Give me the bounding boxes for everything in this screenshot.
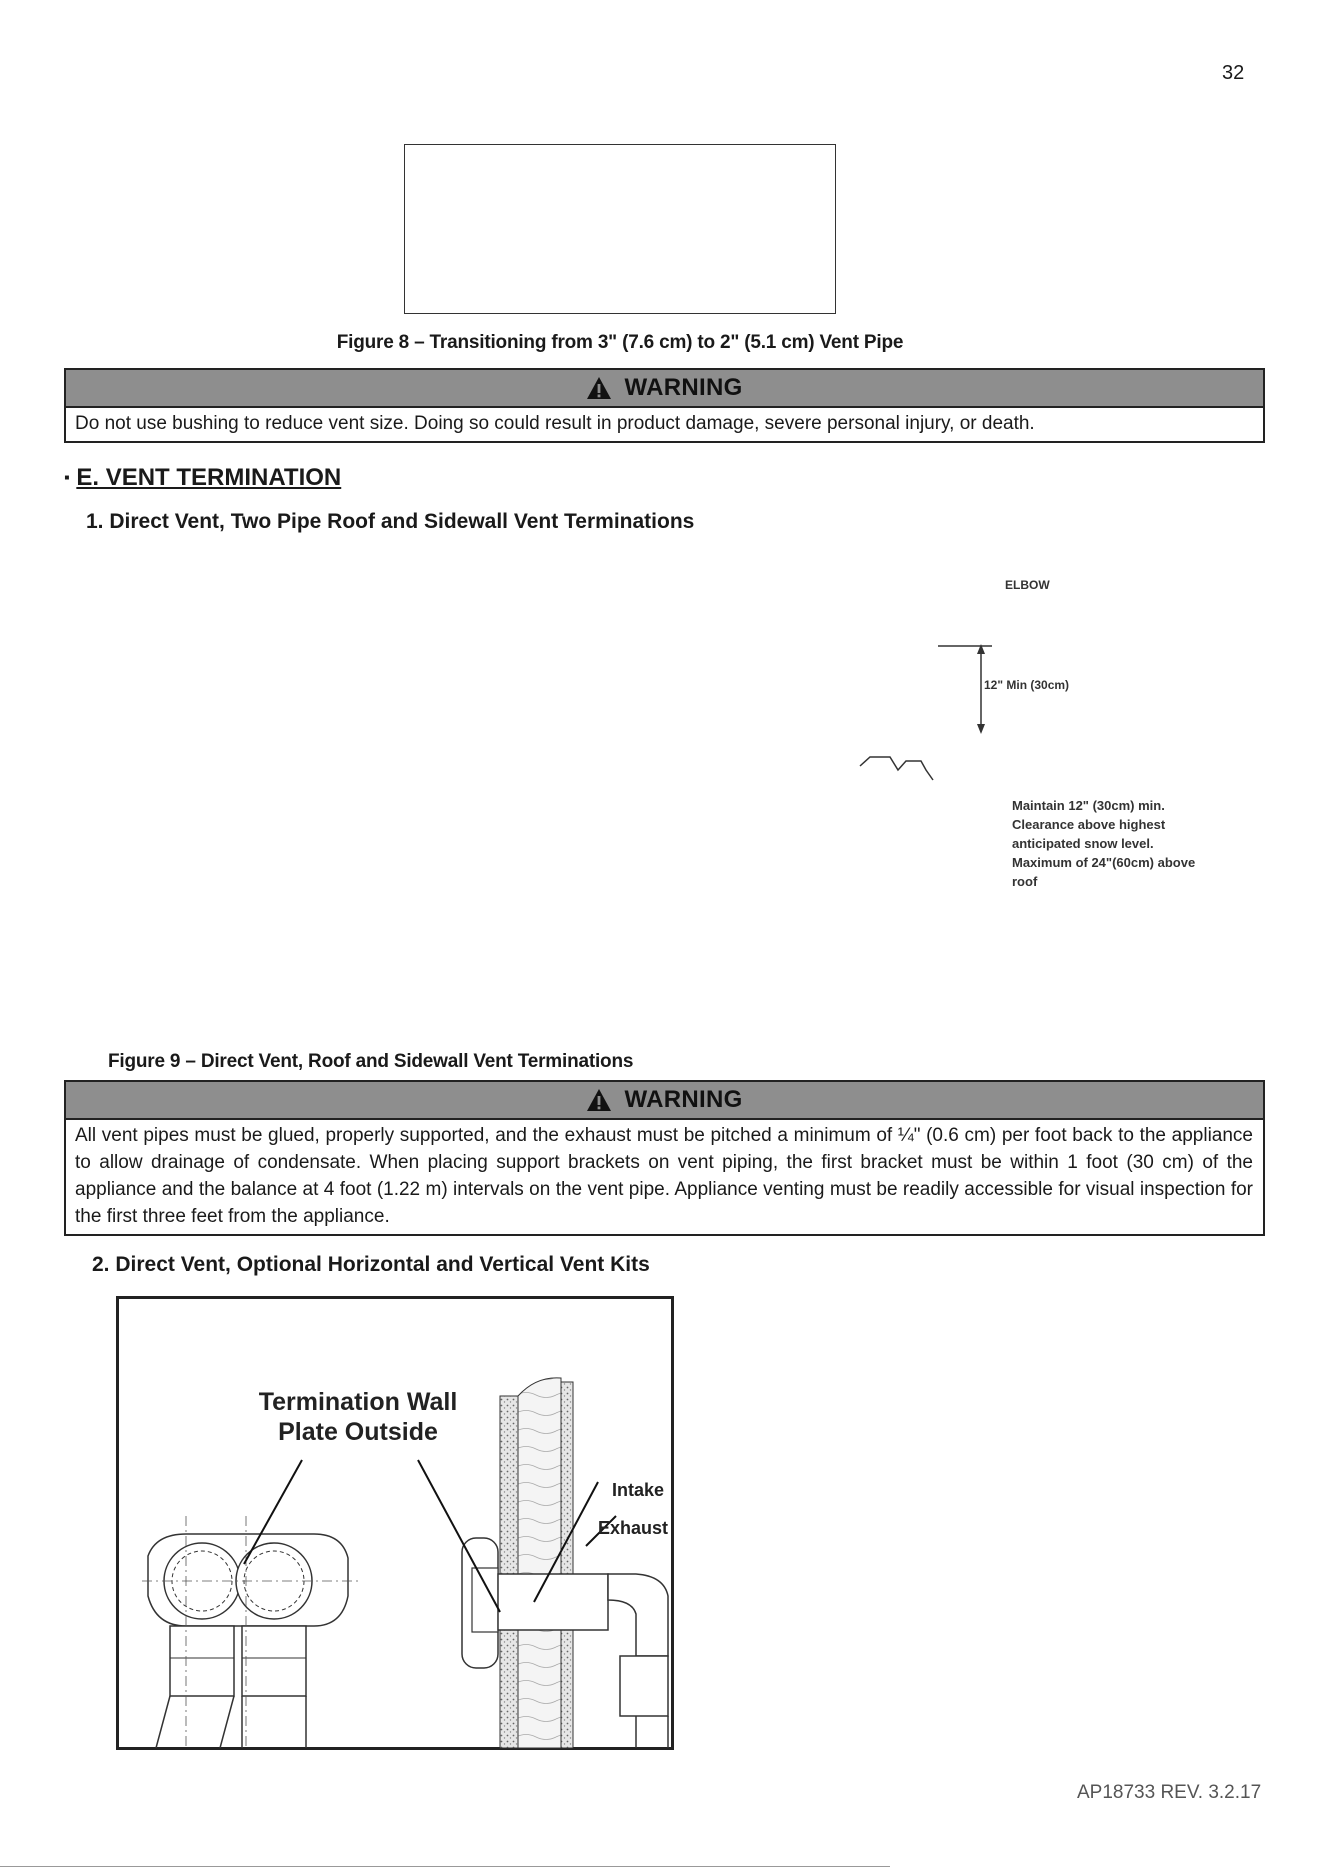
- label-elbow: ELBOW: [1005, 578, 1050, 592]
- figure-9-drawing: [850, 630, 1010, 800]
- note-line: anticipated snow level.: [1012, 836, 1154, 851]
- warning-text: All vent pipes must be glued, properly supported, and the exhaust must be pitched a minimum of ¼" (0.6 cm) per foot back to the appliance to allow drainage of condensate. When placing support brackets on vent piping, the first bracket must be within 1 foot (30 cm) of the appliance and the balance at 4 foot (1.22 m) intervals on the vent pipe. Appliance venting must be readily accessible for visual inspection for the first three feet from the appliance.: [75, 1125, 1253, 1227]
- snow-clearance-note: [1012, 796, 1222, 891]
- label-termination-plate-line1: Termination Wall: [258, 1388, 458, 1416]
- section-heading: [64, 464, 341, 492]
- label-termination-plate-line2: Plate Outside: [278, 1418, 438, 1446]
- warning-header: [66, 370, 1263, 408]
- label-intake: Intake: [612, 1480, 665, 1500]
- warning-header: [66, 1082, 1263, 1120]
- figure-8-frame: [404, 144, 836, 314]
- figure-9-caption: Figure 9 – Direct Vent, Roof and Sidewall Vent Terminations: [108, 1051, 634, 1072]
- label-12-min: 12" Min (30cm): [984, 678, 1070, 692]
- figure-8-caption: Figure 8 – Transitioning from 3" (7.6 cm) to 2" (5.1 cm) Vent Pipe: [336, 332, 904, 353]
- warning-box-vent-pipes: [64, 1080, 1265, 1236]
- note-line: Clearance above highest: [1012, 817, 1166, 832]
- roof-line: [860, 757, 933, 780]
- subsection-1-heading: 1. Direct Vent, Two Pipe Roof and Sidewall Vent Terminations: [86, 510, 695, 533]
- warning-heading: WARNING: [624, 374, 743, 401]
- label-exhaust: Exhaust: [598, 1518, 669, 1538]
- warning-triangle-icon: [586, 1088, 612, 1112]
- note-line: roof: [1012, 874, 1038, 889]
- section-bullet: ▪: [64, 469, 70, 487]
- warning-box-bushing: [64, 368, 1265, 443]
- warning-triangle-icon: [586, 376, 612, 400]
- bottom-rule: [0, 1866, 890, 1867]
- vent-kit-illustration: [116, 1296, 674, 1750]
- note-line: Maintain 12" (30cm) min.: [1012, 798, 1165, 813]
- warning-text: Do not use bushing to reduce vent size. Doing so could result in product damage, severe personal injury, or death.: [75, 413, 1035, 434]
- subsection-2-heading: 2. Direct Vent, Optional Horizontal and Vertical Vent Kits: [92, 1253, 650, 1276]
- note-line: Maximum of 24"(60cm) above: [1012, 855, 1196, 870]
- page-number: 32: [1222, 62, 1245, 84]
- section-title: E. VENT TERMINATION: [76, 464, 342, 491]
- dimension-arrow-down-icon: [977, 724, 985, 734]
- document-revision: AP18733 REV. 3.2.17: [1077, 1782, 1262, 1803]
- warning-heading: WARNING: [624, 1086, 743, 1113]
